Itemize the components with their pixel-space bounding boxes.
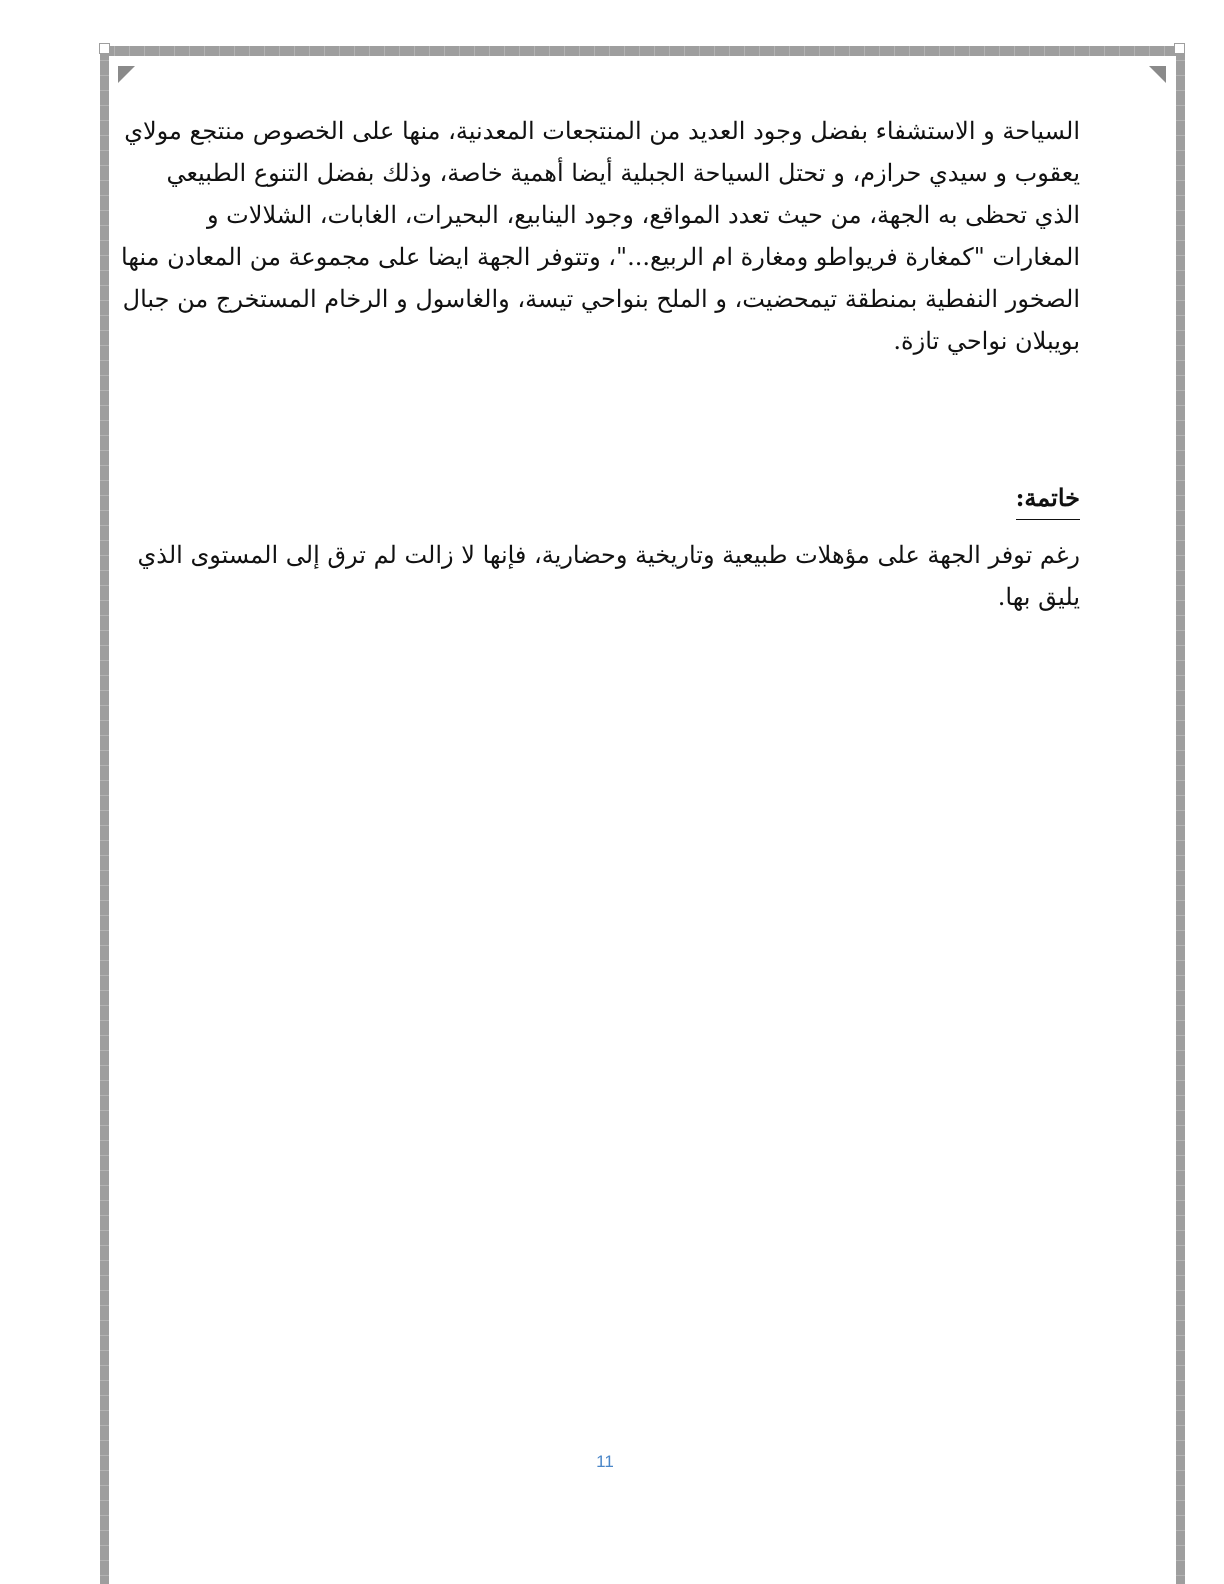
page-border-top xyxy=(100,46,1185,56)
paragraph-line: المغارات "كمغارة فريواطو ومغارة ام الربيع..."، وتتوفر الجهة ايضا على مجموعة من المعادن منها xyxy=(121,243,1080,271)
paragraph-line: السياحة و الاستشفاء بفضل وجود العديد من المنتجعات المعدنية، منها على الخصوص منتجع مولاي xyxy=(124,117,1080,145)
paragraph-line: يليق بها. xyxy=(997,583,1080,611)
conclusion-heading: خاتمة: xyxy=(1016,481,1080,520)
conclusion-paragraph xyxy=(130,534,1080,618)
paragraph-line: بويبلان نواحي تازة. xyxy=(893,327,1080,355)
page-border-right xyxy=(1176,46,1185,1584)
paragraph-line: الذي تحظى به الجهة، من حيث تعدد المواقع، وجود الينابيع، البحيرات، الغابات، الشلالات و xyxy=(206,201,1080,229)
border-corner-top-left xyxy=(99,43,110,54)
page-border-left xyxy=(100,46,109,1584)
paragraph-line: رغم توفر الجهة على مؤهلات طبيعية وتاريخية وحضارية، فإنها لا زالت لم ترق إلى المستوى الذي xyxy=(137,541,1080,569)
paragraph-line: الصخور النفطية بمنطقة تيمحضيت، و الملح بنواحي تيسة، والغاسول و الرخام المستخرج من جبال xyxy=(122,285,1080,313)
paragraph-line: يعقوب و سيدي حرازم، و تحتل السياحة الجبلية أيضا أهمية خاصة، وذلك بفضل التنوع الطبيعي xyxy=(166,159,1080,187)
page-number: 11 xyxy=(596,1452,614,1471)
border-corner-top-right xyxy=(1174,43,1185,54)
corner-triangle-right-icon xyxy=(1149,66,1166,83)
body-paragraph-1 xyxy=(121,110,1080,362)
corner-triangle-left-icon xyxy=(118,66,135,83)
